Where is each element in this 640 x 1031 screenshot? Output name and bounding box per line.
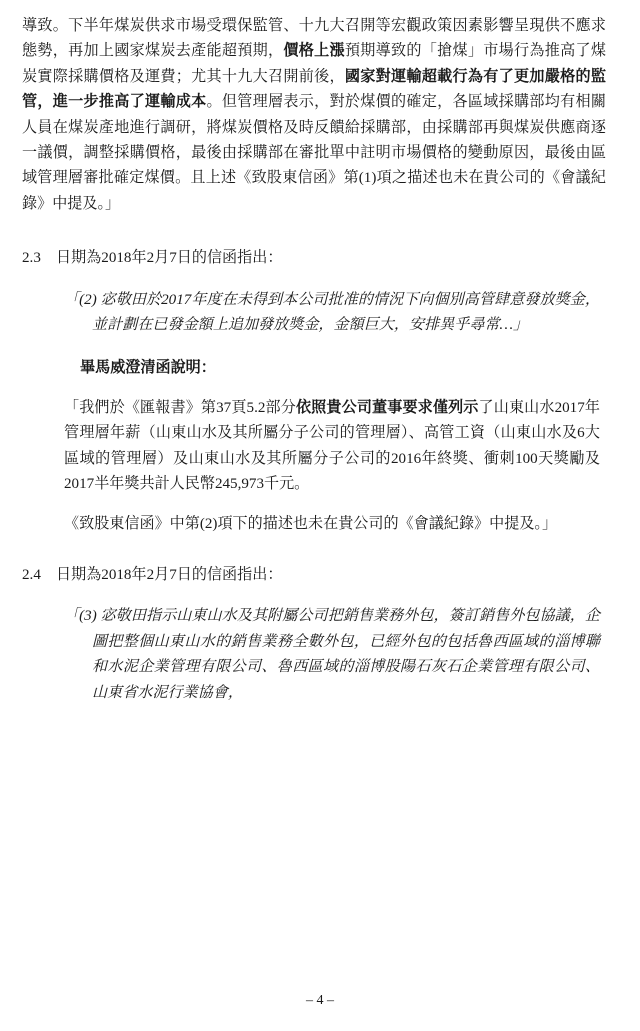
- kpmg-quote-closing: 《致股東信函》中第(2)項下的描述也未在貴公司的《會議紀錄》中提及。」: [64, 515, 558, 532]
- section-2-4-lead: [22, 563, 606, 588]
- section-2-3-lead: [22, 246, 606, 271]
- paragraph-continuation: 導致。下半年煤炭供求市場受環保監管、十九大召開等宏觀政策因素影響呈現供不應求態勢，再加上國家煤炭去產能超預期，價格上漲預期導致的「搶煤」市場行為推高了煤炭實際採購價格及運費；尤其十九大召開前後，國家對運輸超載行為有了更加嚴格的監管，進一步推高了運輸成本。但管理層表示，對於煤價的確定，各區域採購部均有相關人員在煤炭產地進行調研，將煤炭價格及時反饋給採購部，由採購部再與煤炭供應商逐一議價，調整採購價格，最後由採購部在審批單中註明市場價格的變動原因，最後由區域管理層審批確定煤價。且上述《致股東信函》第(1)項之描述也未在貴公司的《會議紀錄》中提及。」: [22, 18, 606, 212]
- section-2-4-quote-text: 「(3) 宓敬田指示山東山水及其附屬公司把銷售業務外包，簽訂銷售外包協議，企圖把整個山東山水的銷售業務全數外包，已經外包的包括魯西區域的淄博聯和水泥企業管理有限公司、魯西區域的淄博股陽石灰石企業管理有限公司、山東省水泥行業協會，: [64, 608, 600, 701]
- section-2-3-quote-text: 「(2) 宓敬田於2017年度在未得到本公司批准的情況下向個別高管肆意發放獎金，並計劃在已發金額上追加發放獎金，金額巨大，安排異乎尋常…」: [64, 291, 600, 334]
- page-number: – 4 –: [306, 993, 334, 1008]
- section-2-3-number: 2.3: [22, 250, 41, 267]
- section-2-3-lead-text: 日期為2018年2月7日的信函指出：: [56, 250, 283, 267]
- section-2-4-quote: [22, 604, 606, 706]
- section-2-4-lead-text: 日期為2018年2月7日的信函指出：: [56, 566, 283, 583]
- section-2-3-quote: [22, 288, 606, 339]
- kpmg-clarification-heading: 畢馬威澄清函說明：: [80, 360, 216, 377]
- section-2-4-number: 2.4: [22, 566, 41, 583]
- kpmg-quote: 「我們於《匯報書》第37頁5.2部分依照貴公司董事要求僅列示了山東山水2017年管理層年薪（山東山水及其所屬分子公司的管理層）、高管工資（山東山水及6大區域的管理層）及山東山水及其所屬分子公司的2016年終獎、衝刺100天獎勵及2017半年獎共計人民幣245,973千元。: [64, 399, 600, 493]
